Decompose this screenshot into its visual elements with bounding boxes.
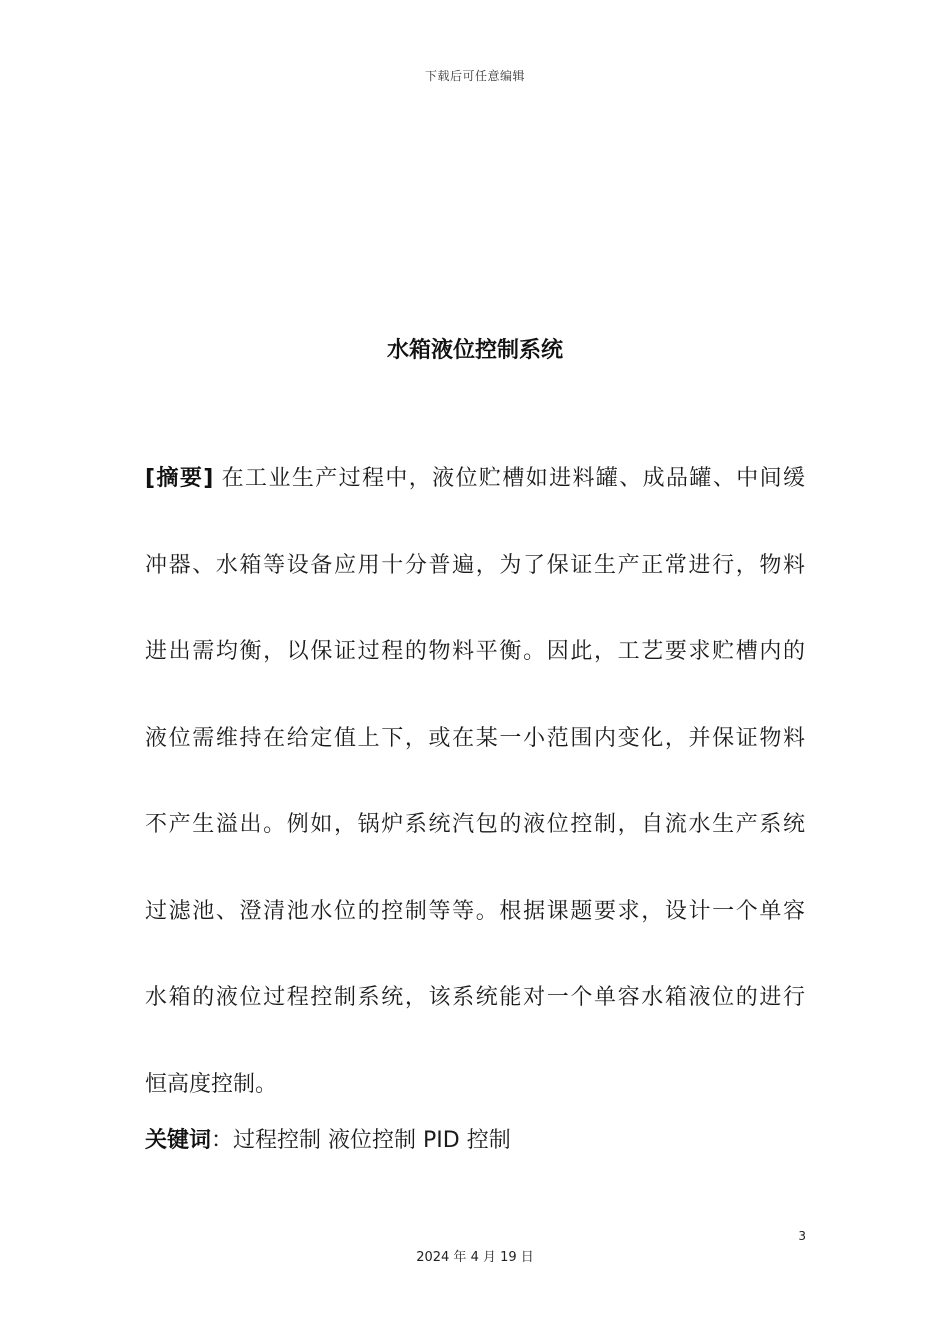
abstract-line: 恒高度控制。 xyxy=(145,1071,278,1097)
abstract-line: 液位需维持在给定值上下，或在某一小范围内变化，并保证物料 xyxy=(145,725,805,751)
abstract-line: 进出需均衡，以保证过程的物料平衡。因此，工艺要求贮槽内的 xyxy=(145,639,805,664)
footer-date: 2024 年 4 月 19 日 xyxy=(416,1250,534,1265)
page-number: 3 xyxy=(798,1229,806,1243)
keywords-label: 关键词 xyxy=(145,1128,212,1153)
abstract-paragraph xyxy=(145,436,805,1128)
header-note: 下载后可任意编辑 xyxy=(424,69,525,83)
keywords-text: ：过程控制 液位控制 PID 控制 xyxy=(211,1128,511,1153)
abstract-line: 不产生溢出。例如，锅炉系统汽包的液位控制，自流水生产系统 xyxy=(145,812,805,837)
abstract-line: 过滤池、澄清池水位的控制等等。根据课题要求，设计一个单容 xyxy=(145,898,805,924)
abstract-label: [摘要] xyxy=(145,466,214,491)
abstract-line xyxy=(145,436,805,523)
keywords xyxy=(145,1123,511,1159)
abstract-line: 水箱的液位过程控制系统，该系统能对一个单容水箱液位的进行 xyxy=(145,985,805,1010)
document-title: 水箱液位控制系统 xyxy=(386,338,563,363)
abstract-line-text: 在工业生产过程中，液位贮槽如进料罐、成品罐、中间缓 xyxy=(213,466,805,491)
abstract-line: 冲器、水箱等设备应用十分普遍，为了保证生产正常进行，物料 xyxy=(145,552,805,578)
